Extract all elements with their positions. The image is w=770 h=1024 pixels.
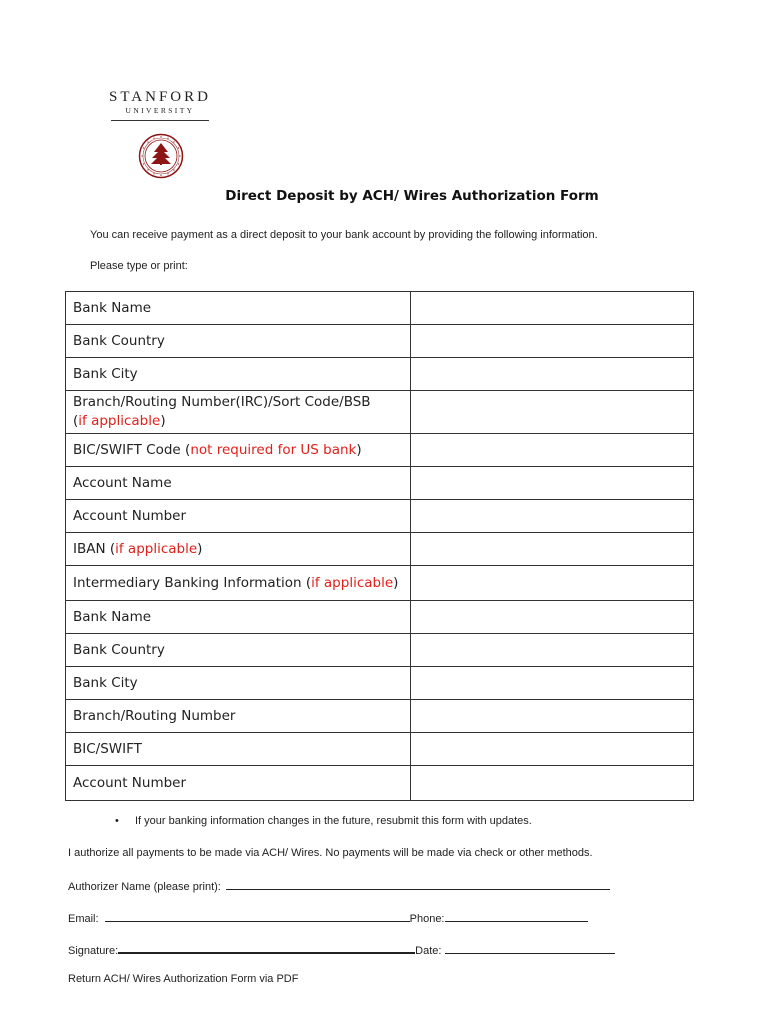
table-row [66,358,694,391]
intermediary-bank-name-field[interactable] [411,601,694,634]
row-note: if applicable [115,540,198,557]
row-label: Bank City [66,667,411,700]
intro-text: You can receive payment as a direct deposit to your bank account by providing the following information. [90,229,598,241]
table-row [66,467,694,500]
row-label: Account Number [66,766,411,801]
table-row [66,634,694,667]
row-label: Branch/Routing Number(IRC)/Sort Code/BSB (if applicable) [66,391,411,434]
table-row [66,292,694,325]
signature-label: Signature: [68,945,119,957]
table-row [66,667,694,700]
date-field[interactable] [445,942,615,954]
row-label: Account Name [66,467,411,500]
row-label: Bank Country [66,634,411,667]
row-label: Bank Country [66,325,411,358]
row-label: Bank Name [66,601,411,634]
row-label: IBAN (if applicable) [66,533,411,566]
bank-name-field[interactable] [411,292,694,325]
row-label: Intermediary Banking Information (if applicable) [66,566,411,601]
logo-wordmark: STANFORD [109,89,211,105]
table-row [66,601,694,634]
instruction-text: Please type or print: [90,260,188,272]
account-number-field[interactable] [411,500,694,533]
bank-city-field[interactable] [411,358,694,391]
table-row [66,434,694,467]
bullet-icon: • [115,815,119,827]
table-row [66,391,694,434]
intermediary-bank-city-field[interactable] [411,667,694,700]
table-row [66,733,694,766]
stanford-logo [100,88,220,121]
intermediary-account-number-field[interactable] [411,766,694,801]
signature-field[interactable] [118,941,415,954]
row-label: BIC/SWIFT [66,733,411,766]
row-label: Bank City [66,358,411,391]
return-instruction: Return ACH/ Wires Authorization Form via PDF [68,973,299,985]
row-note: if applicable [78,413,161,429]
table-row [66,533,694,566]
row-note: if applicable [311,574,394,591]
intermediary-bank-country-field[interactable] [411,634,694,667]
intermediary-routing-field[interactable] [411,700,694,733]
row-note: not required for US bank [190,441,357,458]
intermediary-bic-swift-field[interactable] [411,733,694,766]
row-label: Bank Name [66,292,411,325]
table-row [66,700,694,733]
table-row [66,566,694,601]
logo-subtitle: UNIVERSITY [125,106,195,115]
bic-swift-field[interactable] [411,434,694,467]
logo-divider [111,120,209,121]
table-row [66,766,694,801]
table-row [66,325,694,358]
branch-routing-field[interactable] [411,391,694,434]
row-label: Branch/Routing Number [66,700,411,733]
table-row [66,500,694,533]
phone-field[interactable] [445,910,588,922]
authorizer-name-row [68,878,610,893]
update-note-text: If your banking information changes in the future, resubmit this form with updates. [135,815,532,827]
signature-date-row [68,941,615,957]
authorization-statement: I authorize all payments to be made via ACH/ Wires. No payments will be made via check or other methods. [68,847,593,859]
account-name-field[interactable] [411,467,694,500]
row-label: Account Number [66,500,411,533]
intermediary-info-field[interactable] [411,566,694,601]
form-title: Direct Deposit by ACH/ Wires Authorization Form [225,188,599,204]
email-label: Email: [68,913,99,925]
date-label: Date: [415,945,442,957]
row-label: BIC/SWIFT Code (not required for US bank) [66,434,411,467]
email-phone-row [68,910,588,925]
bank-country-field[interactable] [411,325,694,358]
iban-field[interactable] [411,533,694,566]
authorizer-name-field[interactable] [226,878,610,890]
update-note [115,815,532,827]
email-field[interactable] [105,910,410,922]
phone-label: Phone: [409,913,445,925]
bank-info-table [65,291,694,801]
university-seal-icon [138,133,184,179]
authorizer-name-label: Authorizer Name (please print): [68,881,221,893]
